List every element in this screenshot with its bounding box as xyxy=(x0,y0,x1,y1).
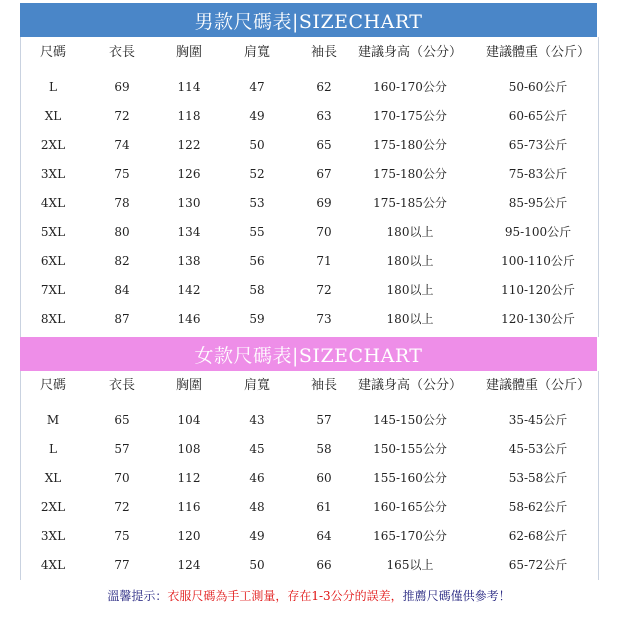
cell-weight: 75-83公斤 xyxy=(508,167,568,181)
cell-shoulder: 58 xyxy=(249,283,265,297)
cell-length: 82 xyxy=(114,254,130,268)
cell-length: 80 xyxy=(114,225,130,239)
cell-weight: 60-65公斤 xyxy=(508,109,568,123)
cell-chest: 108 xyxy=(177,442,201,456)
women-header-row xyxy=(20,375,597,397)
cell-height: 175-185公分 xyxy=(373,196,447,210)
cell-shoulder: 49 xyxy=(249,529,265,543)
header-size: 尺碼 xyxy=(39,45,67,60)
men-size-chart-banner: 男款尺碼表|SIZECHART xyxy=(20,3,597,37)
cell-chest: 126 xyxy=(177,167,201,181)
cell-shoulder: 50 xyxy=(249,558,265,572)
table-row xyxy=(20,105,597,127)
note-tail: 推薦尺碼僅供參考！ xyxy=(402,589,511,603)
cell-shoulder: 46 xyxy=(249,471,265,485)
table-row xyxy=(20,496,597,518)
cell-shoulder: 43 xyxy=(249,413,265,427)
cell-length: 75 xyxy=(114,167,130,181)
cell-height: 180以上 xyxy=(386,254,434,268)
cell-sleeve: 70 xyxy=(316,225,332,239)
cell-chest: 116 xyxy=(177,500,201,514)
table-row xyxy=(20,438,597,460)
cell-size: XL xyxy=(44,471,62,485)
cell-weight: 58-62公斤 xyxy=(508,500,568,514)
cell-weight: 100-110公斤 xyxy=(501,254,575,268)
cell-shoulder: 56 xyxy=(249,254,265,268)
cell-height: 175-180公分 xyxy=(373,138,447,152)
note-warning: 衣服尺碼為手工測量，存在1-3公分的誤差， xyxy=(167,589,403,603)
table-row xyxy=(20,134,597,156)
cell-sleeve: 60 xyxy=(316,471,332,485)
cell-shoulder: 55 xyxy=(249,225,265,239)
cell-size: 5XL xyxy=(40,225,66,239)
cell-length: 87 xyxy=(114,312,130,326)
cell-shoulder: 47 xyxy=(249,80,265,94)
cell-length: 70 xyxy=(114,471,130,485)
header-weight: 建議體重（公斤） xyxy=(485,45,591,60)
cell-chest: 138 xyxy=(177,254,201,268)
cell-weight: 45-53公斤 xyxy=(508,442,568,456)
cell-height: 155-160公分 xyxy=(373,471,447,485)
cell-weight: 110-120公斤 xyxy=(501,283,575,297)
cell-chest: 124 xyxy=(177,558,201,572)
header-shoulder: 肩寬 xyxy=(243,378,271,393)
cell-size: L xyxy=(49,442,57,456)
table-row xyxy=(20,221,597,243)
cell-length: 69 xyxy=(114,80,130,94)
cell-chest: 130 xyxy=(177,196,201,210)
size-note xyxy=(0,585,618,607)
cell-sleeve: 57 xyxy=(316,413,332,427)
header-chest: 胸圍 xyxy=(175,378,203,393)
table-row xyxy=(20,192,597,214)
header-sleeve: 袖長 xyxy=(310,45,338,60)
header-height: 建議身高（公分） xyxy=(357,378,463,393)
cell-shoulder: 50 xyxy=(249,138,265,152)
cell-size: 4XL xyxy=(40,558,66,572)
cell-size: 7XL xyxy=(40,283,66,297)
cell-length: 72 xyxy=(114,500,130,514)
header-weight: 建議體重（公斤） xyxy=(485,378,591,393)
cell-sleeve: 72 xyxy=(316,283,332,297)
cell-sleeve: 63 xyxy=(316,109,332,123)
cell-size: 3XL xyxy=(40,167,66,181)
header-sleeve: 袖長 xyxy=(310,378,338,393)
cell-weight: 120-130公斤 xyxy=(501,312,575,326)
cell-length: 65 xyxy=(114,413,130,427)
cell-size: 6XL xyxy=(40,254,66,268)
women-size-chart-banner: 女款尺碼表|SIZECHART xyxy=(20,337,597,371)
note-label: 溫馨提示： xyxy=(107,589,168,603)
header-length: 衣長 xyxy=(108,378,136,393)
table-row xyxy=(20,308,597,330)
table-row xyxy=(20,554,597,576)
cell-height: 145-150公分 xyxy=(373,413,447,427)
cell-size: 4XL xyxy=(40,196,66,210)
cell-sleeve: 66 xyxy=(316,558,332,572)
table-row xyxy=(20,250,597,272)
cell-sleeve: 73 xyxy=(316,312,332,326)
cell-height: 160-165公分 xyxy=(373,500,447,514)
cell-chest: 122 xyxy=(177,138,201,152)
cell-sleeve: 61 xyxy=(316,500,332,514)
cell-sleeve: 69 xyxy=(316,196,332,210)
table-row xyxy=(20,409,597,431)
cell-length: 72 xyxy=(114,109,130,123)
cell-shoulder: 45 xyxy=(249,442,265,456)
cell-shoulder: 48 xyxy=(249,500,265,514)
header-height: 建議身高（公分） xyxy=(357,45,463,60)
cell-height: 150-155公分 xyxy=(373,442,447,456)
cell-chest: 142 xyxy=(177,283,201,297)
cell-sleeve: 64 xyxy=(316,529,332,543)
cell-weight: 50-60公斤 xyxy=(508,80,568,94)
cell-weight: 65-72公斤 xyxy=(508,558,568,572)
cell-chest: 104 xyxy=(177,413,201,427)
cell-size: L xyxy=(49,80,57,94)
cell-sleeve: 67 xyxy=(316,167,332,181)
cell-weight: 95-100公斤 xyxy=(504,225,572,239)
table-row xyxy=(20,467,597,489)
cell-sleeve: 65 xyxy=(316,138,332,152)
cell-weight: 85-95公斤 xyxy=(508,196,568,210)
table-row xyxy=(20,76,597,98)
table-row xyxy=(20,279,597,301)
cell-size: 3XL xyxy=(40,529,66,543)
table-row xyxy=(20,525,597,547)
cell-size: M xyxy=(46,413,60,427)
header-shoulder: 肩寬 xyxy=(243,45,271,60)
cell-height: 165以上 xyxy=(386,558,434,572)
cell-size: 2XL xyxy=(40,138,66,152)
cell-size: 2XL xyxy=(40,500,66,514)
cell-height: 180以上 xyxy=(386,225,434,239)
cell-chest: 134 xyxy=(177,225,201,239)
cell-sleeve: 62 xyxy=(316,80,332,94)
men-header-row xyxy=(20,42,597,64)
header-chest: 胸圍 xyxy=(175,45,203,60)
table-row xyxy=(20,163,597,185)
cell-sleeve: 58 xyxy=(316,442,332,456)
cell-chest: 114 xyxy=(177,80,201,94)
cell-weight: 65-73公斤 xyxy=(508,138,568,152)
cell-height: 175-180公分 xyxy=(373,167,447,181)
cell-height: 180以上 xyxy=(386,312,434,326)
cell-shoulder: 52 xyxy=(249,167,265,181)
cell-height: 160-170公分 xyxy=(373,80,447,94)
cell-height: 170-175公分 xyxy=(373,109,447,123)
cell-length: 78 xyxy=(114,196,130,210)
cell-height: 165-170公分 xyxy=(373,529,447,543)
cell-size: 8XL xyxy=(40,312,66,326)
cell-size: XL xyxy=(44,109,62,123)
cell-length: 75 xyxy=(114,529,130,543)
cell-chest: 118 xyxy=(177,109,201,123)
cell-length: 57 xyxy=(114,442,130,456)
cell-length: 77 xyxy=(114,558,130,572)
cell-shoulder: 53 xyxy=(249,196,265,210)
cell-weight: 53-58公斤 xyxy=(508,471,568,485)
header-length: 衣長 xyxy=(108,45,136,60)
cell-shoulder: 59 xyxy=(249,312,265,326)
cell-sleeve: 71 xyxy=(316,254,332,268)
cell-weight: 62-68公斤 xyxy=(508,529,568,543)
cell-chest: 112 xyxy=(177,471,201,485)
header-size: 尺碼 xyxy=(39,378,67,393)
cell-length: 74 xyxy=(114,138,130,152)
cell-chest: 120 xyxy=(177,529,201,543)
cell-length: 84 xyxy=(114,283,130,297)
cell-chest: 146 xyxy=(177,312,201,326)
cell-weight: 35-45公斤 xyxy=(508,413,568,427)
cell-height: 180以上 xyxy=(386,283,434,297)
cell-shoulder: 49 xyxy=(249,109,265,123)
